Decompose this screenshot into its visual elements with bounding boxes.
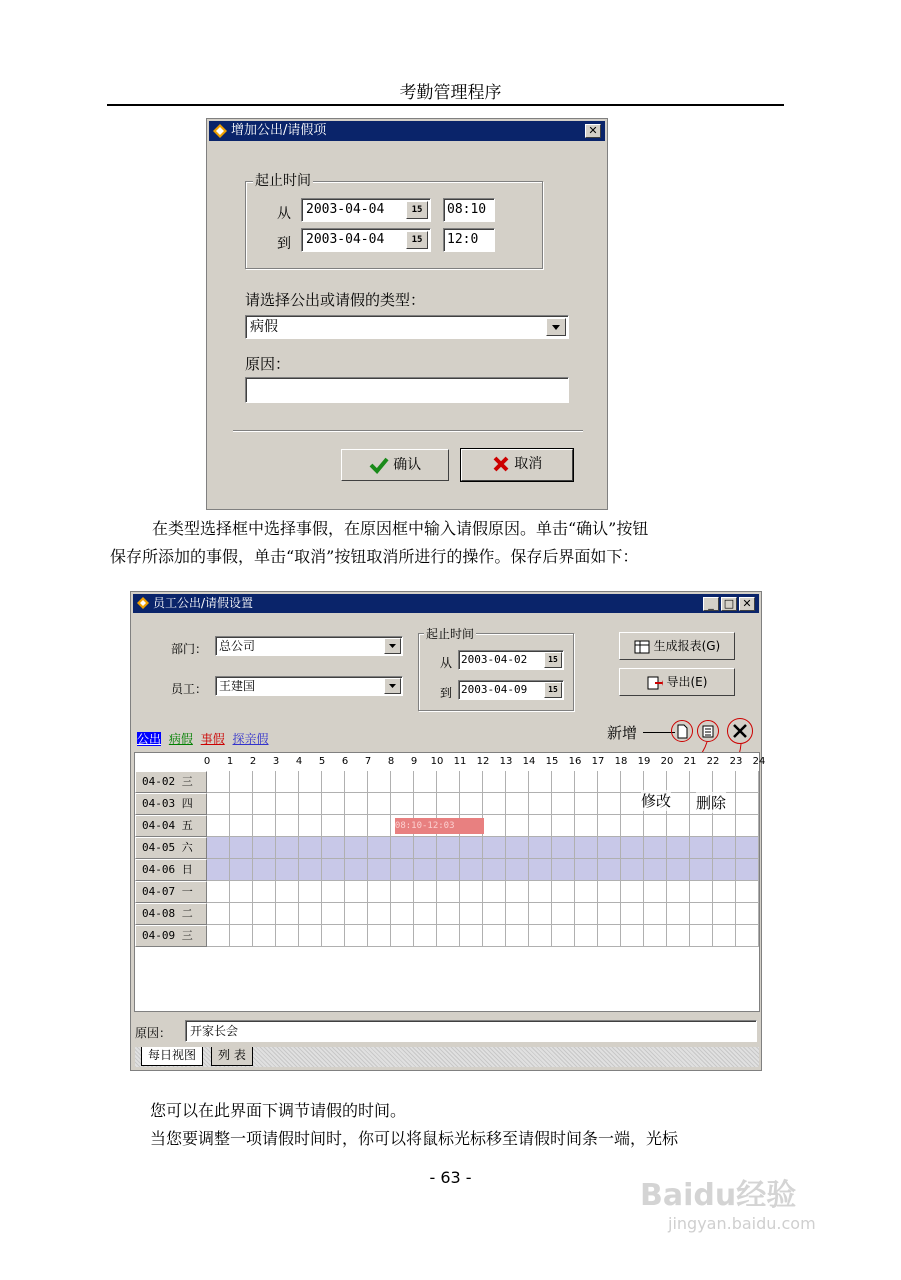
grid-cell[interactable] [529,837,552,859]
grid-cell[interactable] [253,837,276,859]
grid-cell[interactable] [713,903,736,925]
maximize-button[interactable]: □ [721,597,737,611]
grid-cell[interactable] [552,815,575,837]
grid-cell[interactable] [322,881,345,903]
from-label: 从 [277,206,291,222]
grid-cell[interactable] [506,815,529,837]
grid-cell[interactable] [483,815,506,837]
grid-cell[interactable] [391,793,414,815]
grid-cell[interactable] [690,859,713,881]
calendar-icon[interactable]: 15 [544,682,562,698]
leave-type-legend [137,730,269,747]
grid-cell[interactable] [483,859,506,881]
export-button[interactable] [619,668,735,696]
grid-cell[interactable] [391,837,414,859]
grid-cell[interactable] [322,771,345,793]
grid-cell[interactable] [230,771,253,793]
add-icon[interactable] [671,720,693,742]
hour-label: 8 [387,756,395,767]
header-rule [107,104,784,106]
dialog-title: 增加公出/请假项 [231,123,327,138]
grid-cell[interactable] [207,815,230,837]
hour-label: 9 [410,756,418,767]
hour-label: 22 [706,756,720,767]
grid-cell[interactable] [207,793,230,815]
grid-cell[interactable] [506,771,529,793]
grid-cell[interactable] [598,815,621,837]
grid-cell[interactable] [299,837,322,859]
employee-value: 王建国 [219,679,256,693]
calendar-icon[interactable]: 15 [406,201,428,219]
grid-cell[interactable] [667,815,690,837]
hour-label: 19 [637,756,651,767]
grid-cell[interactable] [345,815,368,837]
grid-cell[interactable] [736,771,759,793]
grid-cell[interactable] [483,925,506,947]
export-label: 导出(E) [666,675,708,689]
window-title: 员工公出/请假设置 [153,596,254,610]
grid-cell[interactable] [253,903,276,925]
grid-cell[interactable] [736,793,759,815]
grid-cell[interactable] [345,859,368,881]
grid-cell[interactable] [345,837,368,859]
grid-cell[interactable] [713,925,736,947]
hour-label: 3 [272,756,280,767]
grid-cell[interactable] [299,903,322,925]
grid-cell[interactable] [621,925,644,947]
grid-cell[interactable] [437,837,460,859]
grid-cell[interactable] [506,881,529,903]
x-icon [492,455,510,473]
grid-cell[interactable] [414,925,437,947]
grid-cell[interactable] [437,881,460,903]
grid-cell[interactable] [276,859,299,881]
grid-cell[interactable] [437,903,460,925]
grid-cell[interactable] [667,881,690,903]
paragraph-1-line-2: 保存所添加的事假，单击“取消”按钮取消所进行的操作。保存后界面如下： [110,547,639,566]
hour-label: 5 [318,756,326,767]
row-date-label: 04-09 三 [135,925,207,947]
grid-cell[interactable] [529,859,552,881]
grid-cell[interactable] [690,837,713,859]
grid-cell[interactable] [437,925,460,947]
grid-cell[interactable] [460,859,483,881]
grid-cell[interactable] [713,837,736,859]
grid-cell[interactable] [299,859,322,881]
row-date-label: 04-07 一 [135,881,207,903]
grid-cell[interactable] [207,903,230,925]
hour-label: 2 [249,756,257,767]
grid-cell[interactable] [437,859,460,881]
grid-cell[interactable] [598,771,621,793]
hour-label: 15 [545,756,559,767]
grid-cell[interactable] [575,881,598,903]
grid-cell[interactable] [368,859,391,881]
grid-cell[interactable] [598,837,621,859]
grid-cell[interactable] [529,793,552,815]
window-from-date-value: 2003-04-02 [461,653,528,666]
hour-label: 20 [660,756,674,767]
hour-label: 23 [729,756,743,767]
hour-label: 14 [522,756,536,767]
row-date-label: 04-06 日 [135,859,207,881]
grid-cell[interactable] [207,771,230,793]
grid-cell[interactable] [506,837,529,859]
grid-cell[interactable] [253,771,276,793]
grid-cell[interactable] [736,837,759,859]
minimize-button[interactable]: _ [703,597,719,611]
grid-cell[interactable] [414,793,437,815]
grid-cell[interactable] [713,859,736,881]
grid-cell[interactable] [690,925,713,947]
grid-cell[interactable] [529,771,552,793]
grid-cell[interactable] [644,815,667,837]
grid-cell[interactable] [253,815,276,837]
row-date-label: 04-04 五 [135,815,207,837]
hour-label: 18 [614,756,628,767]
grid-cell[interactable] [736,903,759,925]
grid-cell[interactable] [460,925,483,947]
grid-cell[interactable] [368,771,391,793]
grid-cell[interactable] [276,771,299,793]
chevron-down-icon[interactable] [384,638,401,654]
hour-label: 6 [341,756,349,767]
grid-cell[interactable] [299,815,322,837]
grid-cell[interactable] [207,881,230,903]
grid-cell[interactable] [644,881,667,903]
grid-cell[interactable] [552,925,575,947]
watermark-logo: Baidu经验 [640,1178,797,1213]
grid-cell[interactable] [253,881,276,903]
dept-select[interactable] [215,636,403,656]
grid-cell[interactable] [690,881,713,903]
grid-cell[interactable] [460,793,483,815]
grid-cell[interactable] [460,881,483,903]
calendar-icon[interactable]: 15 [406,231,428,249]
grid-cell[interactable] [253,859,276,881]
grid-cell[interactable] [736,925,759,947]
grid-cell[interactable] [276,925,299,947]
grid-cell[interactable] [322,903,345,925]
grid-cell[interactable] [483,903,506,925]
grid-cell[interactable] [391,771,414,793]
grid-cell[interactable] [598,903,621,925]
grid-cell[interactable] [253,925,276,947]
grid-cell[interactable] [483,793,506,815]
grid-cell[interactable] [299,793,322,815]
grid-cell[interactable] [322,793,345,815]
grid-cell[interactable] [506,925,529,947]
legend-personal[interactable]: 事假 [200,732,225,746]
hour-header [135,753,766,771]
grid-cell[interactable] [621,815,644,837]
tab-list[interactable]: 列 表 [211,1047,253,1066]
hour-label: 7 [364,756,372,767]
app-icon [136,596,150,610]
paragraph-1-line-1: 在类型选择框中选择事假，在原因框中输入请假原因。单击“确认”按钮 [152,519,649,538]
grid-cell[interactable] [575,903,598,925]
hour-label: 12 [476,756,490,767]
window-reason-input[interactable]: 开家长会 [185,1020,757,1042]
generate-report-label: 生成报表(G) [653,639,721,653]
grid-cell[interactable] [644,837,667,859]
grid-cell[interactable] [391,925,414,947]
grid-cell[interactable] [667,837,690,859]
divider [233,430,583,432]
watermark-url: jingyan.baidu.com [668,1214,816,1233]
grid-cell[interactable] [207,859,230,881]
hour-label: 21 [683,756,697,767]
grid-cell[interactable] [230,793,253,815]
paragraph-2-line-1: 您可以在此界面下调节请假的时间。 [150,1101,407,1120]
grid-cell[interactable] [230,837,253,859]
to-label: 到 [277,236,291,252]
grid-cell[interactable] [414,837,437,859]
page-header: 考勤管理程序 [399,83,502,103]
leave-type-value: 病假 [250,319,278,335]
edit-icon[interactable] [697,720,719,742]
grid-cell[interactable] [207,837,230,859]
grid-cell[interactable] [276,793,299,815]
grid-cell[interactable] [598,859,621,881]
grid-cell[interactable] [230,925,253,947]
grid-cell[interactable] [575,793,598,815]
grid-cell[interactable] [437,793,460,815]
grid-cell[interactable] [299,925,322,947]
grid-cell[interactable] [230,859,253,881]
cancel-label: 取消 [514,456,543,472]
grid-cell[interactable] [552,881,575,903]
employee-select[interactable] [215,676,403,696]
grid-cell[interactable] [598,793,621,815]
grid-cell[interactable] [276,837,299,859]
grid-cell[interactable] [575,925,598,947]
employee-label: 员工： [171,682,208,696]
grid-cell[interactable] [483,881,506,903]
window-to-date-field[interactable] [458,680,564,700]
grid-cell[interactable] [230,881,253,903]
grid-cell[interactable] [667,925,690,947]
export-icon [647,676,663,690]
grid-cell[interactable] [414,859,437,881]
close-button[interactable]: ✕ [585,124,601,138]
grid-cell[interactable] [391,881,414,903]
hour-label: 4 [295,756,303,767]
dialog-titlebar [209,121,605,141]
grid-cell[interactable] [345,771,368,793]
row-date-label: 04-05 六 [135,837,207,859]
dept-value: 总公司 [219,639,256,653]
grid-cell[interactable] [460,771,483,793]
leave-type-select[interactable] [245,315,569,339]
time-range-group [245,181,543,269]
grid-cell[interactable] [299,771,322,793]
grid-cell[interactable] [368,815,391,837]
grid-cell[interactable] [483,771,506,793]
grid-cell[interactable] [414,771,437,793]
grid-cell[interactable] [483,837,506,859]
page-number: - 63 - [429,1168,472,1187]
chevron-down-icon[interactable] [384,678,401,694]
grid-cell[interactable] [644,925,667,947]
grid-cell[interactable] [552,793,575,815]
grid-cell[interactable] [391,903,414,925]
window-to-label: 到 [440,686,453,700]
grid-cell[interactable] [368,903,391,925]
delete-icon[interactable] [727,718,753,744]
grid-cell[interactable] [253,793,276,815]
generate-report-button[interactable] [619,632,735,660]
grid-cell[interactable] [437,771,460,793]
hour-label: 1 [226,756,234,767]
grid-cell[interactable] [690,903,713,925]
window-from-date-field[interactable] [458,650,564,670]
time-range-title: 起止时间 [253,170,313,190]
tab-daily-view[interactable]: 每日视图 [141,1047,203,1066]
grid-cell[interactable] [322,837,345,859]
grid-cell[interactable] [552,903,575,925]
window-titlebar [133,594,759,613]
grid-cell[interactable] [345,881,368,903]
grid-cell[interactable] [598,881,621,903]
grid-cell[interactable] [276,903,299,925]
grid-cell[interactable] [736,815,759,837]
row-date-label: 04-03 四 [135,793,207,815]
grid-cell[interactable] [529,903,552,925]
grid-cell[interactable] [506,793,529,815]
grid-cell[interactable] [345,903,368,925]
window-time-range-title: 起止时间 [426,627,475,641]
grid-cell[interactable] [690,771,713,793]
to-date-field[interactable] [301,228,431,252]
grid-cell[interactable] [552,771,575,793]
grid-cell[interactable] [322,925,345,947]
add-leave-dialog [206,118,608,510]
grid-cell[interactable] [299,881,322,903]
grid-cell[interactable] [575,815,598,837]
grid-cell[interactable] [667,859,690,881]
grid-cell[interactable] [230,815,253,837]
type-prompt: 请选择公出或请假的类型： [245,291,426,309]
row-date-label: 04-08 二 [135,903,207,925]
grid-cell[interactable] [621,837,644,859]
window-reason-label: 原因： [135,1026,172,1040]
grid-cell[interactable] [460,903,483,925]
hour-label: 11 [453,756,467,767]
grid-cell[interactable] [621,881,644,903]
report-icon [634,640,650,654]
reason-input[interactable] [245,377,569,403]
grid-cell[interactable] [529,925,552,947]
grid-cell[interactable] [345,925,368,947]
hour-label: 24 [752,756,766,767]
grid-cell[interactable] [621,903,644,925]
grid-cell[interactable] [230,903,253,925]
grid-cell[interactable] [690,815,713,837]
check-icon [369,456,389,474]
reason-label: 原因： [245,355,291,373]
grid-cell[interactable] [552,859,575,881]
leave-settings-window [130,591,766,1071]
annotation-delete: 删除 [696,794,727,812]
grid-cell[interactable] [414,903,437,925]
grid-cell[interactable] [667,903,690,925]
grid-cell[interactable] [368,925,391,947]
grid-cell[interactable] [621,859,644,881]
annotation-add: 新增 [607,724,638,742]
grid-cell[interactable] [713,881,736,903]
grid-cell[interactable] [322,815,345,837]
grid-cell[interactable] [368,837,391,859]
row-date-label: 04-02 三 [135,771,207,793]
hour-label: 0 [203,756,211,767]
to-time-field[interactable]: 12:0 [443,228,495,252]
confirm-button[interactable] [341,449,449,481]
from-time-field[interactable]: 08:10 [443,198,495,222]
grid-cell[interactable] [529,881,552,903]
grid-cell[interactable] [644,903,667,925]
grid-cell[interactable] [345,793,368,815]
calendar-icon[interactable]: 15 [544,652,562,668]
grid-cell[interactable] [506,903,529,925]
grid-cell[interactable] [713,771,736,793]
window-from-label: 从 [440,656,453,670]
grid-cell[interactable] [529,815,552,837]
hour-label: 13 [499,756,513,767]
to-date-value: 2003-04-04 [306,232,385,247]
grid-cell[interactable] [598,925,621,947]
grid-cell[interactable] [460,837,483,859]
grid-cell[interactable] [368,793,391,815]
chevron-down-icon[interactable] [546,318,566,336]
grid-cell[interactable] [575,859,598,881]
grid-cell[interactable] [506,859,529,881]
hour-label: 16 [568,756,582,767]
dept-label: 部门： [171,642,208,656]
leave-time-bar[interactable]: 08:10-12:03 [395,818,484,834]
grid-cell[interactable] [276,881,299,903]
window-to-date-value: 2003-04-09 [461,683,528,696]
grid-cell[interactable] [207,925,230,947]
grid-cell[interactable] [391,859,414,881]
legend-business[interactable]: 公出 [137,732,162,746]
grid-cell[interactable] [276,815,299,837]
grid-cell[interactable] [552,837,575,859]
from-date-value: 2003-04-04 [306,202,385,217]
app-icon [212,123,228,139]
hour-label: 10 [430,756,444,767]
confirm-label: 确认 [393,457,422,473]
grid-cell[interactable] [713,815,736,837]
grid-cell[interactable] [414,881,437,903]
close-button[interactable]: ✕ [739,597,755,611]
grid-cell[interactable] [368,881,391,903]
from-date-field[interactable] [301,198,431,222]
hour-label: 17 [591,756,605,767]
grid-cell[interactable] [736,859,759,881]
grid-cell[interactable] [644,859,667,881]
legend-sick[interactable]: 病假 [168,732,193,746]
grid-cell[interactable] [736,881,759,903]
annotation-modify: 修改 [641,792,672,810]
grid-cell[interactable] [575,771,598,793]
grid-cell[interactable] [322,859,345,881]
cancel-button[interactable] [461,449,573,481]
paragraph-2-line-2: 当您要调整一项请假时间时，你可以将鼠标光标移至请假时间条一端，光标 [150,1129,679,1148]
grid-cell[interactable] [575,837,598,859]
legend-family[interactable]: 探亲假 [232,732,269,746]
